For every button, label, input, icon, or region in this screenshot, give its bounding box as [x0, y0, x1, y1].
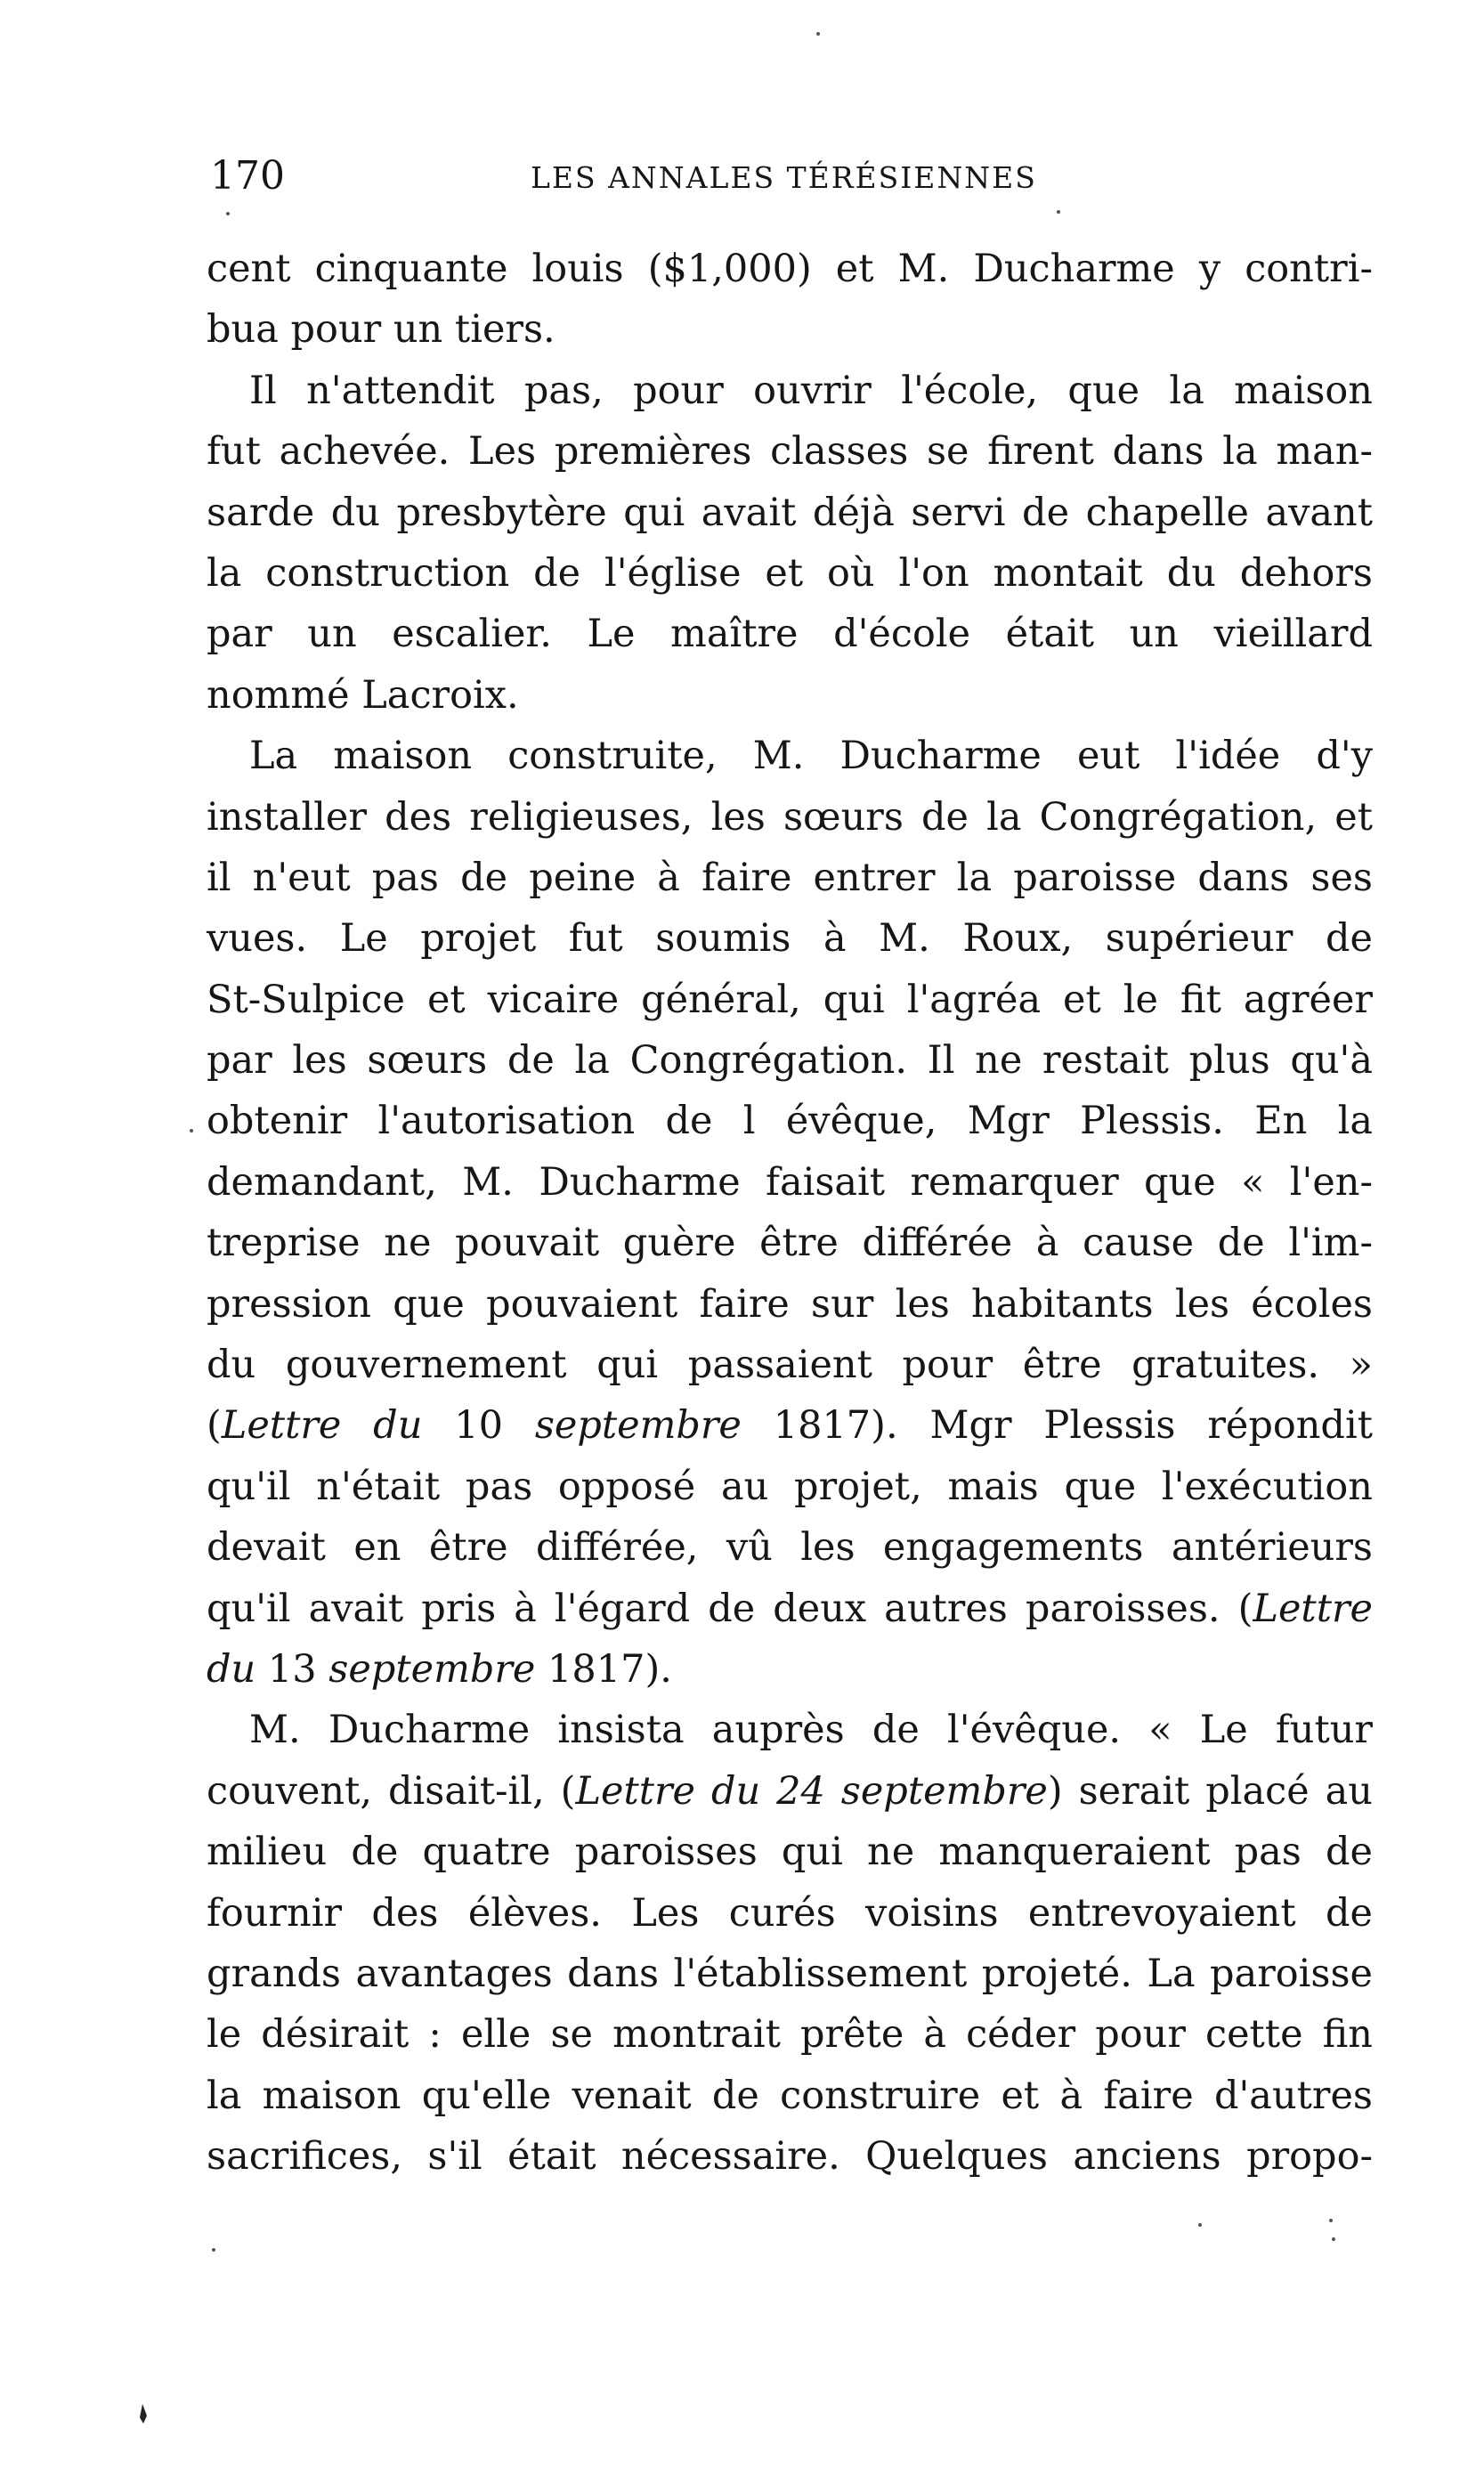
- text-run: (: [207, 1403, 222, 1449]
- text-line: [207, 1761, 1373, 1822]
- italic-citation: septembre: [328, 1646, 536, 1692]
- text-run: 1817).: [535, 1646, 672, 1692]
- scan-speck: [190, 1129, 193, 1133]
- text-line: le désirait : elle se montrait prête à céder pour cette fin: [207, 2012, 1373, 2058]
- text-line: pression que pouvaient faire sur les habitants les écoles: [207, 1281, 1373, 1327]
- text-line: la construction de l'église et où l'on montait du dehors: [207, 550, 1373, 596]
- text-line: Il n'attendit pas, pour ouvrir l'école, que la maison: [249, 368, 1373, 413]
- text-line: qu'il n'était pas opposé au projet, mais que l'exécution: [207, 1464, 1373, 1509]
- scan-speck: [816, 32, 820, 36]
- text-line: bua pour un tiers.: [207, 307, 555, 353]
- text-run: 13: [255, 1646, 329, 1692]
- running-head: [210, 150, 1367, 203]
- text-line: obtenir l'autorisation de l évêque, Mgr Plessis. En la: [207, 1099, 1373, 1144]
- text-line: nommé Lacroix.: [207, 672, 519, 718]
- text-run: ) serait placé au: [1047, 1768, 1373, 1814]
- italic-citation: Lettre du: [221, 1403, 423, 1449]
- scan-speck: [226, 212, 230, 215]
- text-line: par un escalier. Le maître d'école était un vieillard: [207, 612, 1373, 657]
- body-text: [207, 239, 1373, 2188]
- scan-speck: [1329, 2219, 1333, 2222]
- text-line: par les sœurs de la Congrégation. Il ne restait plus qu'à: [207, 1038, 1373, 1084]
- text-run: couvent, disait-il, (: [207, 1768, 576, 1814]
- scan-speck: [1198, 2223, 1202, 2227]
- italic-citation: Lettre du 24 septembre: [575, 1768, 1048, 1814]
- text-line: fut achevée. Les premières classes se firent dans la man-: [207, 429, 1373, 475]
- italic-citation: Lettre: [1253, 1586, 1373, 1631]
- running-title: LES ANNALES TÉRÉSIENNES: [531, 160, 1037, 195]
- text-line: milieu de quatre paroisses qui ne manqueraient pas de: [207, 1830, 1373, 1875]
- text-line: treprise ne pouvait guère être différée à cause de l'im-: [207, 1221, 1373, 1266]
- text-line: du gouvernement qui passaient pour être gratuites. »: [207, 1343, 1373, 1388]
- text-run: 10: [422, 1403, 535, 1449]
- text-line: la maison qu'elle venait de construire et à faire d'autres: [207, 2073, 1373, 2118]
- text-run: 1817). Mgr Plessis répondit: [741, 1403, 1373, 1449]
- scan-speck: [1332, 2237, 1335, 2241]
- text-line: il n'eut pas de peine à faire entrer la paroisse dans ses: [207, 855, 1373, 900]
- italic-citation: septembre: [534, 1403, 742, 1449]
- text-line: devait en être différée, vû les engagements antérieurs: [207, 1525, 1373, 1571]
- page-number: 170: [210, 153, 285, 199]
- text-line: grands avantages dans l'établissement projeté. La paroisse: [207, 1951, 1373, 1996]
- text-line: [207, 1639, 1373, 1700]
- text-line: cent cinquante louis ($1,000) et M. Ducharme y contri-: [207, 247, 1373, 291]
- text-line: La maison construite, M. Ducharme eut l'idée d'y: [249, 734, 1373, 779]
- text-line: [207, 1579, 1373, 1639]
- text-line: sarde du presbytère qui avait déjà servi de chapelle avant: [207, 490, 1373, 535]
- scan-speck: [1057, 210, 1060, 214]
- text-line: sacrifices, s'il était nécessaire. Quelques anciens propo-: [207, 2134, 1373, 2180]
- italic-citation: du: [207, 1646, 256, 1692]
- scan-mark: [138, 2404, 147, 2423]
- text-line: demandant, M. Ducharme faisait remarquer que « l'en-: [207, 1159, 1373, 1205]
- text-line: fournir des élèves. Les curés voisins entrevoyaient de: [207, 1890, 1373, 1936]
- text-line: St-Sulpice et vicaire général, qui l'agréa et le fit agréer: [207, 977, 1373, 1022]
- text-line: vues. Le projet fut soumis à M. Roux, supérieur de: [207, 916, 1373, 962]
- text-line: installer des religieuses, les sœurs de la Congrégation, et: [207, 794, 1373, 840]
- text-line: [207, 1395, 1373, 1456]
- text-line: M. Ducharme insista auprès de l'évêque. « Le futur: [249, 1708, 1373, 1753]
- scan-speck: [212, 2248, 215, 2252]
- text-run: qu'il avait pris à l'égard de deux autres paroisses. (: [207, 1586, 1253, 1631]
